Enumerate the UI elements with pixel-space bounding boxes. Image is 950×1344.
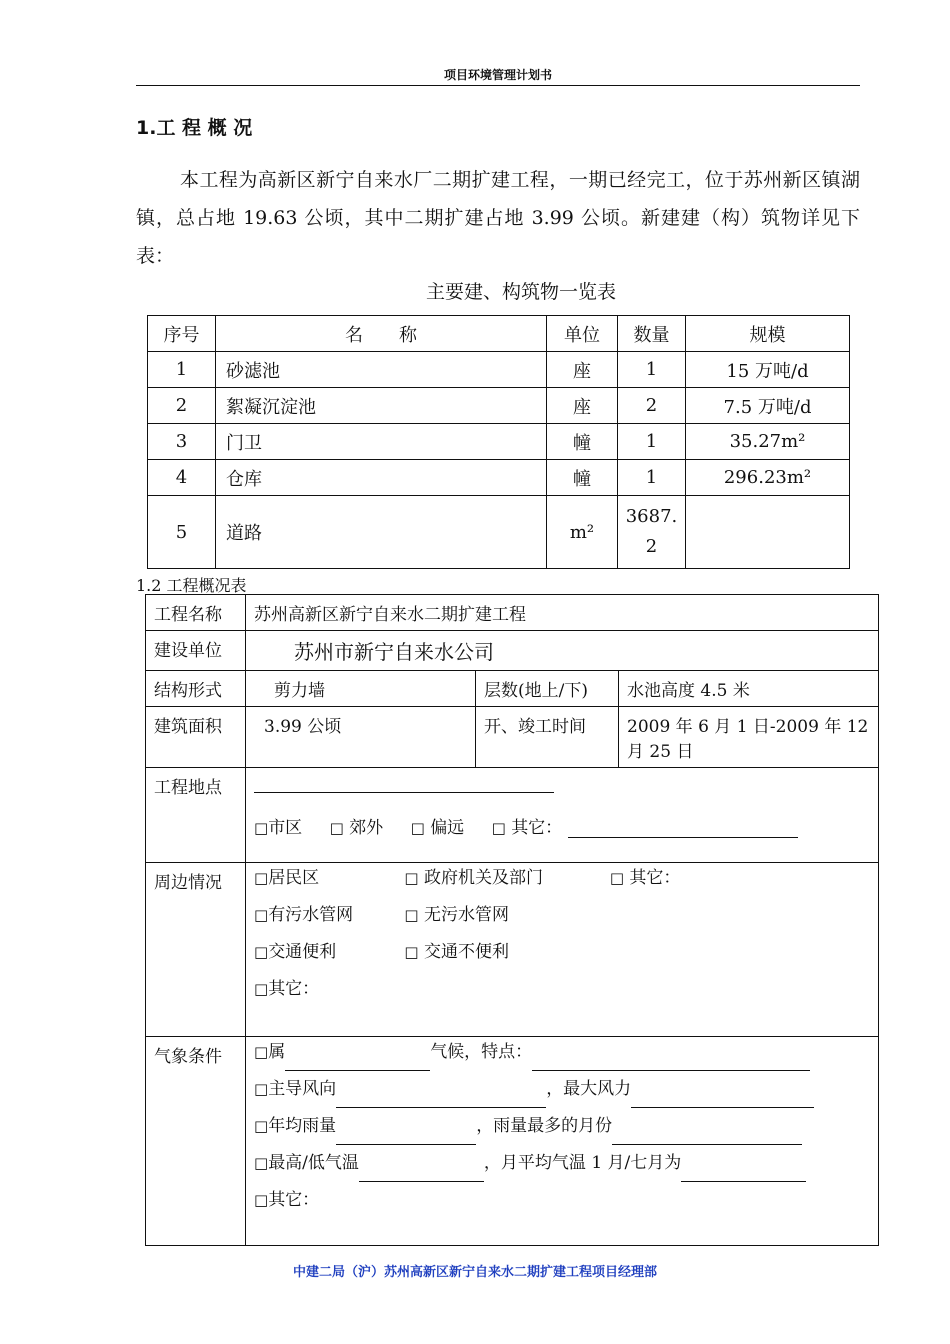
- col-header-no: 序号: [148, 316, 216, 352]
- weather-row-rain: □年均雨量 ，雨量最多的月份: [254, 1108, 870, 1145]
- buildings-table: [147, 315, 850, 569]
- cell-qty: 1: [618, 352, 686, 388]
- table-row: [146, 671, 879, 707]
- col-header-name: 名 称: [216, 316, 547, 352]
- table-header-row: [148, 316, 850, 352]
- table-row: [146, 1037, 879, 1246]
- table-row: [148, 460, 850, 496]
- cell-scale: 7.5 万吨/d: [686, 388, 850, 424]
- max-wind-blank[interactable]: [631, 1089, 814, 1108]
- label-site: 工程地点: [146, 768, 246, 863]
- surround-transport[interactable]: □交通便利: [254, 942, 337, 962]
- site-blank-line: [254, 774, 554, 793]
- rainfall-blank[interactable]: [336, 1126, 476, 1145]
- qty-line-2: 2: [645, 536, 658, 557]
- weather-row-other: □其它：: [254, 1190, 320, 1210]
- climate-blank[interactable]: [285, 1052, 430, 1071]
- cell-qty: 1: [618, 460, 686, 496]
- cell-qty: 1: [618, 424, 686, 460]
- surroundings-cell: [246, 863, 879, 1037]
- cell-no: 4: [148, 460, 216, 496]
- weather-row-wind: □主导风向 ，最大风力: [254, 1071, 870, 1108]
- value-structure: 剪力墙: [246, 671, 476, 707]
- surround-residential[interactable]: □居民区: [254, 868, 320, 888]
- weather-row-temp: □最高/低气温 ，月平均气温 1 月/七月为: [254, 1145, 870, 1182]
- header-rule: [136, 85, 860, 86]
- cell-unit: 座: [547, 352, 618, 388]
- col-header-qty: 数量: [618, 316, 686, 352]
- surround-other-2[interactable]: □其它：: [254, 979, 320, 999]
- intro-paragraph: 本工程为高新区新宁自来水厂二期扩建工程，一期已经完工，位于苏州新区镇湖镇，总占地 19.63 公顷，其中二期扩建占地 3.99 公顷。新建建（构）筑物详见下表：: [136, 169, 860, 267]
- table-row: [148, 424, 850, 460]
- surround-other-1[interactable]: □ 其它：: [609, 868, 681, 888]
- table-row: [148, 496, 850, 569]
- table-row: [146, 768, 879, 863]
- cell-qty: [618, 496, 686, 569]
- site-other-line[interactable]: [568, 819, 798, 838]
- value-floors: 水池高度 4.5 米: [619, 671, 879, 707]
- surround-government[interactable]: □ 政府机关及部门: [404, 868, 543, 888]
- value-area: 3.99 公顷: [246, 707, 476, 768]
- table-row: [148, 352, 850, 388]
- overview-table-title: 1.2 工程概况表: [136, 576, 247, 595]
- site-cell: [246, 768, 879, 863]
- surround-sewer[interactable]: □有污水管网: [254, 905, 354, 925]
- surround-no-sewer[interactable]: □ 无污水管网: [404, 905, 509, 925]
- cell-scale: 15 万吨/d: [686, 352, 850, 388]
- label-builder: 建设单位: [146, 631, 246, 671]
- cell-no: 1: [148, 352, 216, 388]
- label-surroundings: 周边情况: [146, 863, 246, 1037]
- col-header-unit: 单位: [547, 316, 618, 352]
- wind-direction-blank[interactable]: [336, 1089, 546, 1108]
- cell-no: 5: [148, 496, 216, 569]
- monthly-temp-blank[interactable]: [681, 1163, 806, 1182]
- site-option-urban[interactable]: □市区: [254, 818, 303, 838]
- surround-no-transport[interactable]: □ 交通不便利: [404, 942, 509, 962]
- cell-name: 砂滤池: [216, 352, 547, 388]
- page-header-title: 项目环境管理计划书: [443, 68, 552, 82]
- buildings-table-caption: 主要建、构筑物一览表: [425, 281, 616, 303]
- cell-unit: 幢: [547, 460, 618, 496]
- cell-scale: 35.27m²: [686, 424, 850, 460]
- label-floors: 层数(地上/下): [476, 671, 619, 707]
- cell-no: 2: [148, 388, 216, 424]
- cell-unit: 幢: [547, 424, 618, 460]
- section-heading: 1.工 程 概 况: [136, 117, 253, 139]
- weather-row-climate: □属 气候，特点：: [254, 1034, 870, 1071]
- cell-name: 门卫: [216, 424, 547, 460]
- table-row: [148, 388, 850, 424]
- rain-month-blank[interactable]: [612, 1126, 802, 1145]
- label-period: 开、竣工时间: [476, 707, 619, 768]
- cell-name: 道路: [216, 496, 547, 569]
- cell-scale: [686, 496, 850, 569]
- cell-unit: 座: [547, 388, 618, 424]
- label-project-name: 工程名称: [146, 595, 246, 631]
- table-row: [146, 707, 879, 768]
- site-option-remote[interactable]: □ 偏远: [410, 818, 465, 838]
- cell-qty: 2: [618, 388, 686, 424]
- col-header-scale: 规模: [686, 316, 850, 352]
- label-weather: 气象条件: [146, 1037, 246, 1246]
- value-project-name: 苏州高新区新宁自来水二期扩建工程: [246, 595, 879, 631]
- cell-unit: m²: [547, 496, 618, 569]
- cell-no: 3: [148, 424, 216, 460]
- site-option-suburb[interactable]: □ 郊外: [329, 818, 384, 838]
- cell-scale: 296.23m²: [686, 460, 850, 496]
- qty-line-1: 3687.: [625, 506, 678, 527]
- feature-blank[interactable]: [532, 1052, 810, 1071]
- value-builder: 苏州市新宁自来水公司: [246, 631, 879, 671]
- temp-blank[interactable]: [359, 1163, 484, 1182]
- table-row: [146, 863, 879, 1037]
- table-row: [146, 595, 879, 631]
- label-structure: 结构形式: [146, 671, 246, 707]
- overview-table: [145, 594, 879, 1246]
- site-option-other[interactable]: □ 其它：: [491, 818, 563, 838]
- weather-cell: [246, 1037, 879, 1246]
- page-footer: 中建二局（沪）苏州高新区新宁自来水二期扩建工程项目经理部: [292, 1265, 657, 1280]
- table-row: [146, 631, 879, 671]
- cell-name: 絮凝沉淀池: [216, 388, 547, 424]
- value-period: 2009 年 6 月 1 日-2009 年 12 月 25 日: [619, 707, 879, 768]
- label-area: 建筑面积: [146, 707, 246, 768]
- cell-name: 仓库: [216, 460, 547, 496]
